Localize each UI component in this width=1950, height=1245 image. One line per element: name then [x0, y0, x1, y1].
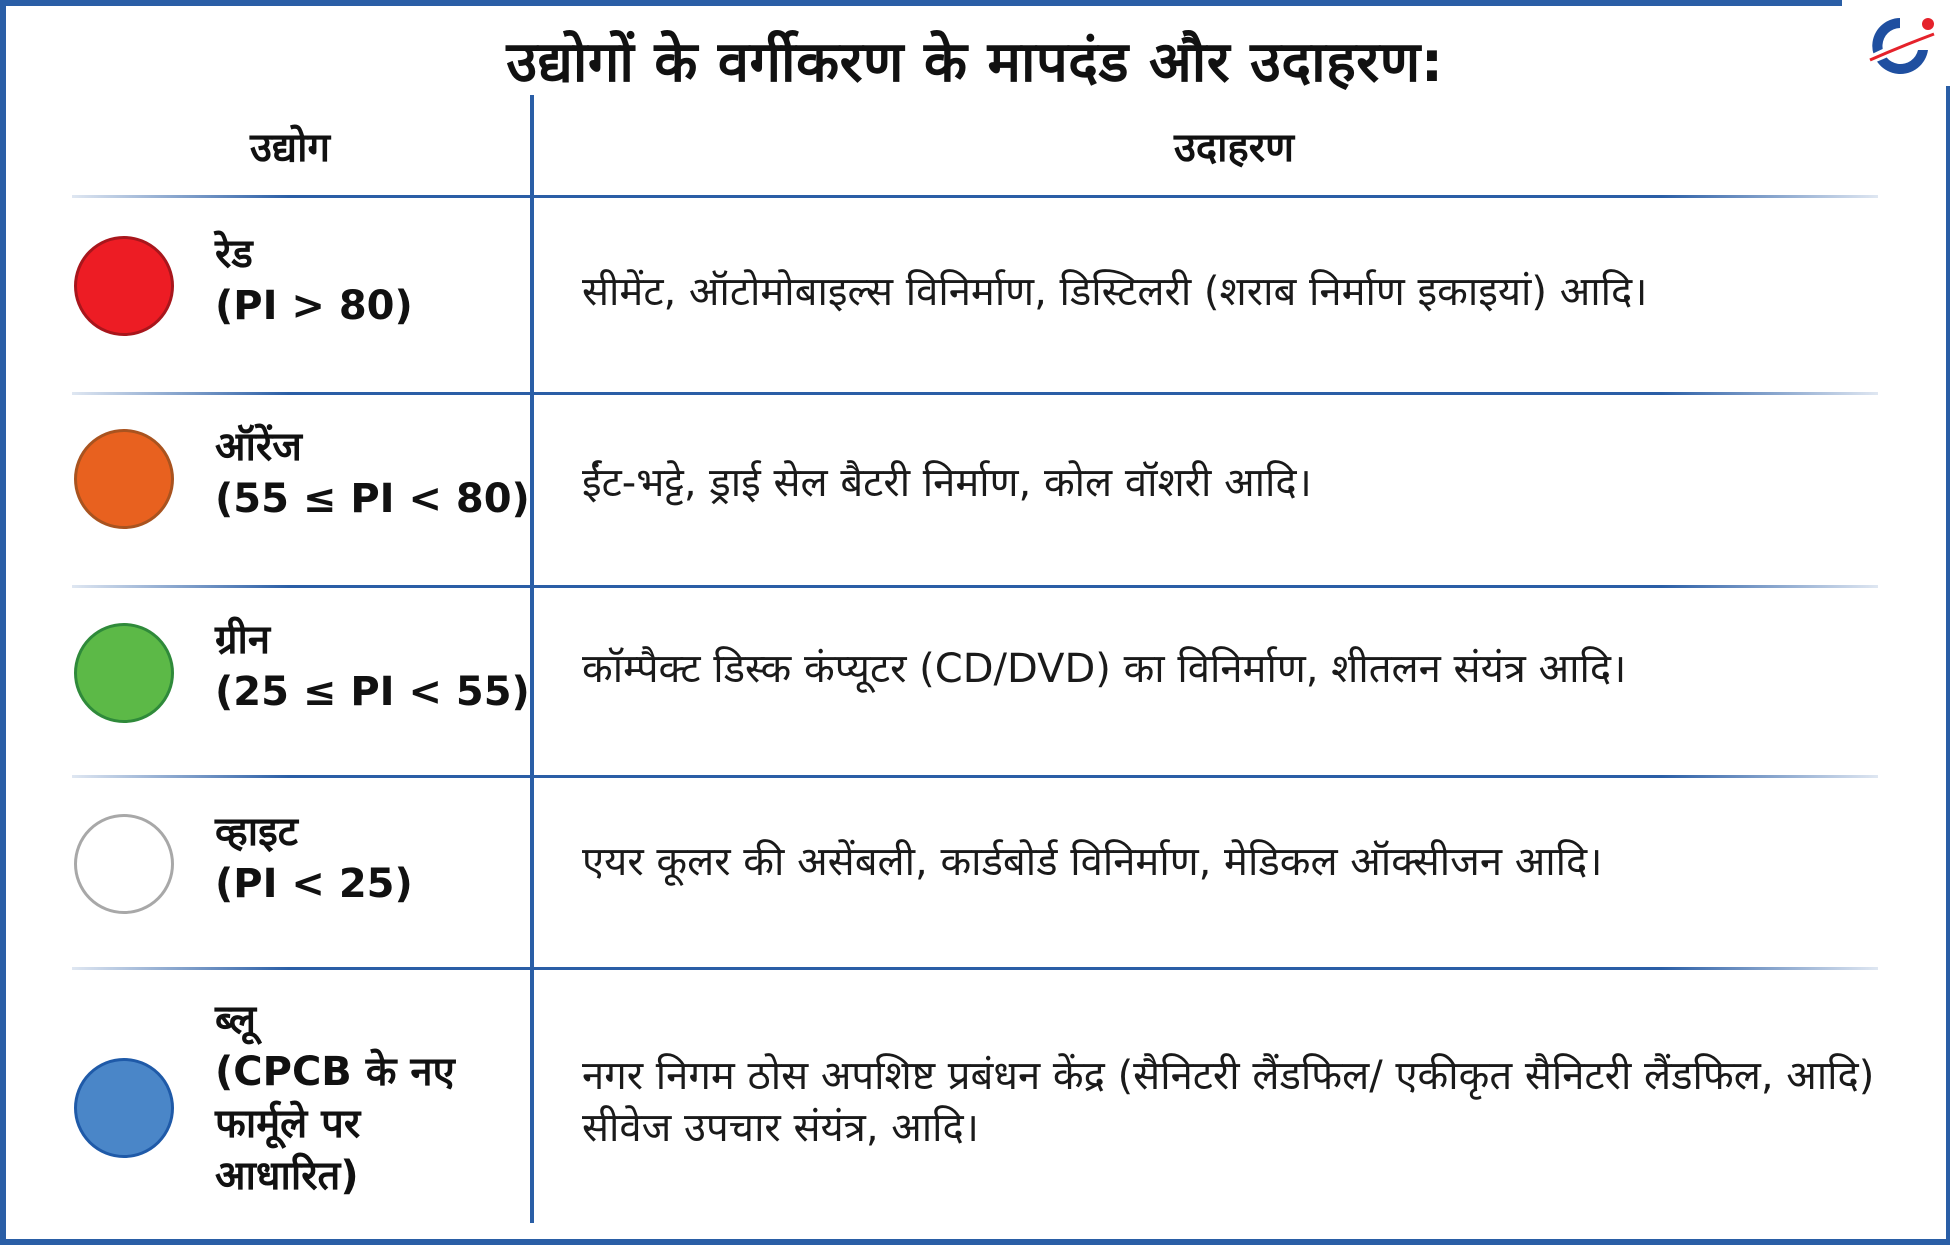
- category-criteria: (25 ≤ PI < 55): [215, 669, 530, 715]
- example-text: नगर निगम ठोस अपशिष्ट प्रबंधन केंद्र (सैनिटरी लैंडफिल/ एकीकृत सैनिटरी लैंडफिल, आदि) सीवेज उपचार संयंत्र, आदि।: [582, 1053, 1875, 1151]
- table-row-orange: [0, 395, 1950, 585]
- category-label: [215, 806, 413, 910]
- category-criteria: (PI < 25): [215, 861, 413, 907]
- white-category-dot-icon: [74, 814, 174, 914]
- example-text: एयर कूलर की असेंबली, कार्डबोर्ड विनिर्माण, मेडिकल ऑक्सीजन आदि।: [582, 839, 1603, 885]
- green-category-dot-icon: [74, 623, 174, 723]
- category-name: ग्रीन: [215, 617, 271, 663]
- orange-category-dot-icon: [74, 429, 174, 529]
- table-row-white: [0, 778, 1950, 967]
- category-name: ब्लू: [215, 997, 256, 1043]
- category-criteria: (PI > 80): [215, 283, 413, 329]
- column-header-examples: उदाहरण: [1174, 125, 1295, 171]
- category-label: [215, 421, 530, 525]
- table-row-blue: [0, 970, 1950, 1235]
- category-name: व्हाइट: [215, 809, 298, 855]
- page-title: उद्योगों के वर्गीकरण के मापदंड और उदाहरण:: [506, 30, 1444, 95]
- blue-category-dot-icon: [74, 1058, 174, 1158]
- column-header-industry: उद्योग: [250, 125, 330, 171]
- table-row-green: [0, 588, 1950, 775]
- category-label: [215, 228, 413, 332]
- category-criteria-line3: आधारित): [215, 1153, 359, 1199]
- table-row-red: [0, 198, 1950, 392]
- example-text: सीमेंट, ऑटोमोबाइल्स विनिर्माण, डिस्टिलरी (शराब निर्माण इकाइयां) आदि।: [582, 269, 1648, 315]
- example-text: ईंट-भट्टे, ड्राई सेल बैटरी निर्माण, कोल वॉशरी आदि।: [582, 460, 1312, 506]
- category-name: ऑरेंज: [215, 424, 302, 470]
- category-name: रेड: [215, 231, 253, 277]
- red-category-dot-icon: [74, 236, 174, 336]
- category-criteria: (CPCB के नए: [215, 1049, 455, 1095]
- category-criteria-line2: फार्मूले पर: [215, 1101, 361, 1147]
- category-label: [215, 614, 530, 718]
- category-criteria: (55 ≤ PI < 80): [215, 476, 530, 522]
- example-text: कॉम्पैक्ट डिस्क कंप्यूटर (CD/DVD) का विनिर्माण, शीतलन संयंत्र आदि।: [582, 646, 1627, 692]
- category-label: [215, 994, 455, 1202]
